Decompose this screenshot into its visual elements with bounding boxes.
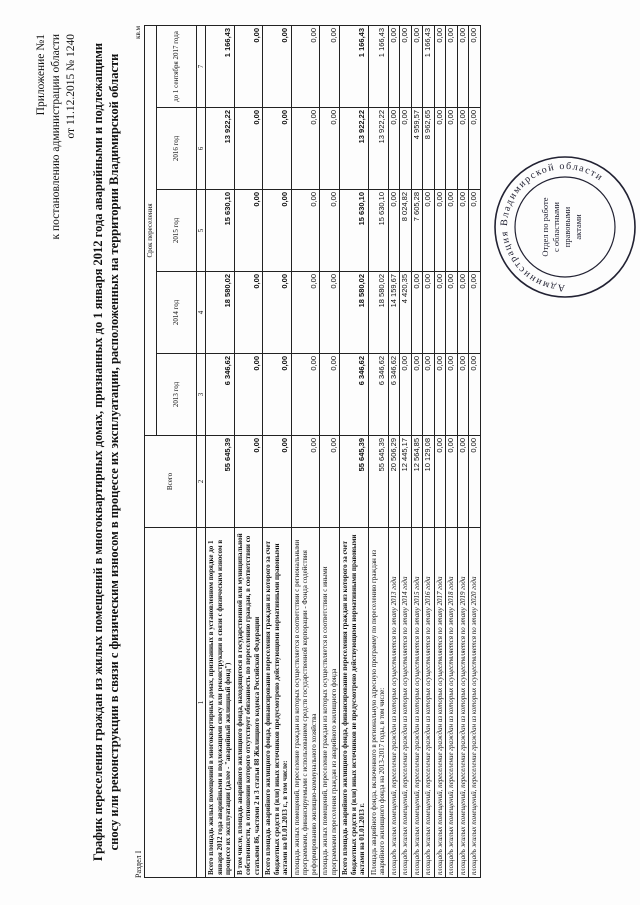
year-value: 0,00	[434, 190, 446, 272]
header-row-1	[145, 25, 157, 877]
total-value: 0,00	[457, 436, 469, 528]
total-value: 12 445,17	[400, 436, 412, 528]
year-value: 18 580,02	[206, 272, 235, 354]
table-row	[340, 25, 369, 877]
row-label: Всего площадь жилых помещений в многоквартирных домах, признанных в установленном порядке до 1 января 2012 года аварийными и подлежащими сносу или реконструкции в связи с физическим износом в процессе их эксплуатации (далее - "аварийный жилищный фонд")	[206, 528, 235, 878]
table-row	[263, 25, 292, 877]
year-value: 0,00	[411, 272, 423, 354]
total-value: 12 564,85	[411, 436, 423, 528]
year-value: 1 166,43	[423, 25, 435, 107]
total-value: 0,00	[434, 436, 446, 528]
total-value: 20 506,29	[388, 436, 400, 528]
year-value: 0,00	[446, 272, 458, 354]
year-value: 0,00	[434, 108, 446, 190]
header-year: 2015 год	[156, 190, 196, 272]
year-value: 0,00	[234, 25, 263, 107]
year-value: 7 605,28	[411, 190, 423, 272]
year-value: 1 166,43	[368, 25, 388, 107]
table-row	[291, 25, 320, 877]
table-row	[469, 25, 481, 877]
year-value: 0,00	[446, 108, 458, 190]
total-value: 0,00	[446, 436, 458, 528]
index-cell: 7	[196, 25, 206, 107]
table-row	[400, 25, 412, 877]
year-value: 0,00	[469, 354, 481, 436]
header-year: 2014 год	[156, 272, 196, 354]
header-year: до 1 сентября 2017 года	[156, 25, 196, 107]
year-value: 6 346,62	[340, 354, 369, 436]
year-value: 0,00	[263, 354, 292, 436]
year-value: 0,00	[411, 25, 423, 107]
index-cell: 3	[196, 354, 206, 436]
year-value: 0,00	[434, 25, 446, 107]
document-page	[20, 12, 620, 892]
resettlement-table	[144, 25, 481, 878]
row-label: площадь жилых помещений, переселение граждан из которых осуществляется по этапу 2013 года	[388, 528, 400, 878]
row-label: площадь жилых помещений, переселение граждан из которых осуществляется по этапу 2015 года	[411, 528, 423, 878]
table-row	[411, 25, 423, 877]
table-row	[457, 25, 469, 877]
year-value: 0,00	[446, 354, 458, 436]
year-value: 0,00	[469, 272, 481, 354]
table-row	[368, 25, 388, 877]
index-cell: 5	[196, 190, 206, 272]
document-title: График переселения граждан из жилых помещений в многоквартирных домах, признанных до 1 января 2012 года аварийными и подлежащими сносу или реконструкции в связи с физическим износом в процессе их эксплуатации, расположенных на территории Владимирской области	[91, 42, 121, 862]
year-value: 0,00	[388, 25, 400, 107]
stamp-center-line: с областными	[551, 202, 561, 252]
year-value: 0,00	[423, 272, 435, 354]
index-cell: 4	[196, 272, 206, 354]
year-value: 13 922,22	[206, 108, 235, 190]
year-value: 0,00	[263, 272, 292, 354]
year-value: 0,00	[446, 190, 458, 272]
year-value: 0,00	[400, 354, 412, 436]
year-value: 0,00	[263, 190, 292, 272]
table-row	[446, 25, 458, 877]
total-value: 0,00	[469, 436, 481, 528]
row-label: площадь жилых помещений, переселение граждан из которых осуществляется по этапу 2016 года	[423, 528, 435, 878]
year-value: 6 346,62	[388, 354, 400, 436]
table-row	[388, 25, 400, 877]
year-value: 0,00	[411, 354, 423, 436]
stamp-center-line: актами	[573, 214, 583, 240]
table-row	[234, 25, 263, 877]
appendix-line-2: к постановлению администрации области	[50, 34, 62, 240]
index-cell: 6	[196, 108, 206, 190]
appendix-block	[34, 34, 79, 239]
header-total: Всего	[145, 436, 197, 528]
year-value: 14 159,67	[388, 272, 400, 354]
year-value: 0,00	[469, 190, 481, 272]
header-year: 2016 год	[156, 108, 196, 190]
stamp-center-line: Отдел по работе	[540, 197, 550, 257]
year-value: 0,00	[457, 108, 469, 190]
year-value: 0,00	[423, 354, 435, 436]
year-value: 0,00	[434, 354, 446, 436]
header-year: 2013 год	[156, 354, 196, 436]
year-value: 6 346,62	[206, 354, 235, 436]
row-label: площадь жилых помещений, переселение граждан из которых осуществляется по этапу 2014 года	[400, 528, 412, 878]
year-value: 0,00	[263, 25, 292, 107]
total-value: 55 645,39	[340, 436, 369, 528]
index-row	[196, 25, 206, 877]
year-value: 15 630,10	[340, 190, 369, 272]
year-value: 0,00	[234, 354, 263, 436]
year-value: 0,00	[446, 25, 458, 107]
table-row	[206, 25, 235, 877]
year-value: 4 420,35	[400, 272, 412, 354]
units-label: кв.м	[134, 26, 142, 39]
stamp-ring-text: Администрация Владимирской области	[498, 160, 606, 294]
row-label: площадь жилых помещений, переселение граждан из которых осуществляется по этапу 2017 года	[434, 528, 446, 878]
year-value: 0,00	[291, 190, 320, 272]
table-body	[206, 25, 481, 877]
total-value: 0,00	[263, 436, 292, 528]
year-value: 18 580,02	[368, 272, 388, 354]
appendix-line-3: от 11.12.2015 № 1240	[65, 34, 77, 139]
year-value: 0,00	[291, 272, 320, 354]
row-label: площадь жилых помещений, переселение граждан из которых осуществляется по этапу 2019 года	[457, 528, 469, 878]
appendix-line-1: Приложение №1	[35, 34, 47, 116]
table-row	[320, 25, 340, 877]
year-value: 0,00	[320, 108, 340, 190]
year-value: 1 166,43	[206, 25, 235, 107]
year-value: 18 580,02	[340, 272, 369, 354]
year-value: 0,00	[434, 272, 446, 354]
official-stamp	[490, 152, 640, 302]
total-value: 0,00	[234, 436, 263, 528]
year-value: 0,00	[291, 108, 320, 190]
year-value: 0,00	[457, 272, 469, 354]
row-label: Всего площадь аварийного жилищного фонда, финансирование переселения граждан из которого за счет бюджетных средств и (или) иных источников не предусмотрено действующими нормативными правовыми актами на 01.01.2013 г.	[340, 528, 369, 878]
year-value: 13 922,22	[368, 108, 388, 190]
year-value: 0,00	[469, 25, 481, 107]
year-value: 0,00	[469, 108, 481, 190]
year-value: 4 959,57	[411, 108, 423, 190]
year-value: 0,00	[263, 108, 292, 190]
year-value: 0,00	[320, 272, 340, 354]
index-cell: 2	[196, 436, 206, 528]
total-value: 10 129,08	[423, 436, 435, 528]
year-value: 0,00	[320, 354, 340, 436]
row-label: площадь жилых помещений, переселение граждан из которых осуществляется по этапу 2018 года	[446, 528, 458, 878]
year-value: 0,00	[320, 25, 340, 107]
section-label: Раздел I	[134, 850, 143, 878]
row-label: В том числе, площадь аварийного жилищного фонда, находящегося в государственной или муниципальной собственности, в отношении которого отсутствует обязанность по переселению граждан, в соответствии со статьями 86, частями 2 и 3 статьи 88 Жилищного кодекса Российской Федерации	[234, 528, 263, 878]
table-row	[423, 25, 435, 877]
stamp-center-line: правовыми	[562, 206, 572, 248]
year-value: 0,00	[234, 190, 263, 272]
year-value: 0,00	[457, 190, 469, 272]
total-value: 0,00	[320, 436, 340, 528]
year-value: 0,00	[291, 25, 320, 107]
year-value: 13 922,22	[340, 108, 369, 190]
year-value: 0,00	[291, 354, 320, 436]
total-value: 0,00	[291, 436, 320, 528]
row-label: Всего площадь аварийного жилищного фонда, финансирование переселения граждан из которого за счет бюджетных средств и (или) иных источников предусмотрено действующими нормативными правовыми актами на 01.01.2013 г., в том числе:	[263, 528, 292, 878]
header-period: Срок переселения	[145, 25, 157, 435]
year-value: 0,00	[423, 190, 435, 272]
year-value: 0,00	[400, 108, 412, 190]
year-value: 0,00	[234, 108, 263, 190]
year-value: 0,00	[457, 354, 469, 436]
total-value: 55 645,39	[206, 436, 235, 528]
table-row	[434, 25, 446, 877]
year-value: 0,00	[457, 25, 469, 107]
row-label: площадь жилых помещений, переселение граждан из которых осуществляется в соответствии с иными программами переселения граждан из аварийного жилищного фонда	[320, 528, 340, 878]
year-value: 0,00	[234, 272, 263, 354]
index-cell: 1	[196, 528, 206, 878]
header-empty	[145, 528, 197, 878]
year-value: 8 024,82	[400, 190, 412, 272]
total-value: 55 645,39	[368, 436, 388, 528]
year-value: 1 166,43	[340, 25, 369, 107]
year-value: 0,00	[388, 108, 400, 190]
year-value: 0,00	[320, 190, 340, 272]
row-label: Площадь аварийного фонда, включенного в региональную адресную программу по переселению граждан из аварийного жилищного фонда на 2013-2017 годы, в том числе:	[368, 528, 388, 878]
row-label: площадь жилых помещений, переселение граждан из которых осуществляется в соответствии с региональными программами, финансируемыми с использованием средств государственной корпорации - Фонда содействия реформированию жилищно-коммунального хозяйства	[291, 528, 320, 878]
year-value: 0,00	[388, 190, 400, 272]
year-value: 8 962,65	[423, 108, 435, 190]
year-value: 15 630,10	[368, 190, 388, 272]
row-label: площадь жилых помещений, переселение граждан из которых осуществляется по этапу 2020 года	[469, 528, 481, 878]
year-value: 6 346,62	[368, 354, 388, 436]
year-value: 15 630,10	[206, 190, 235, 272]
year-value: 0,00	[400, 25, 412, 107]
